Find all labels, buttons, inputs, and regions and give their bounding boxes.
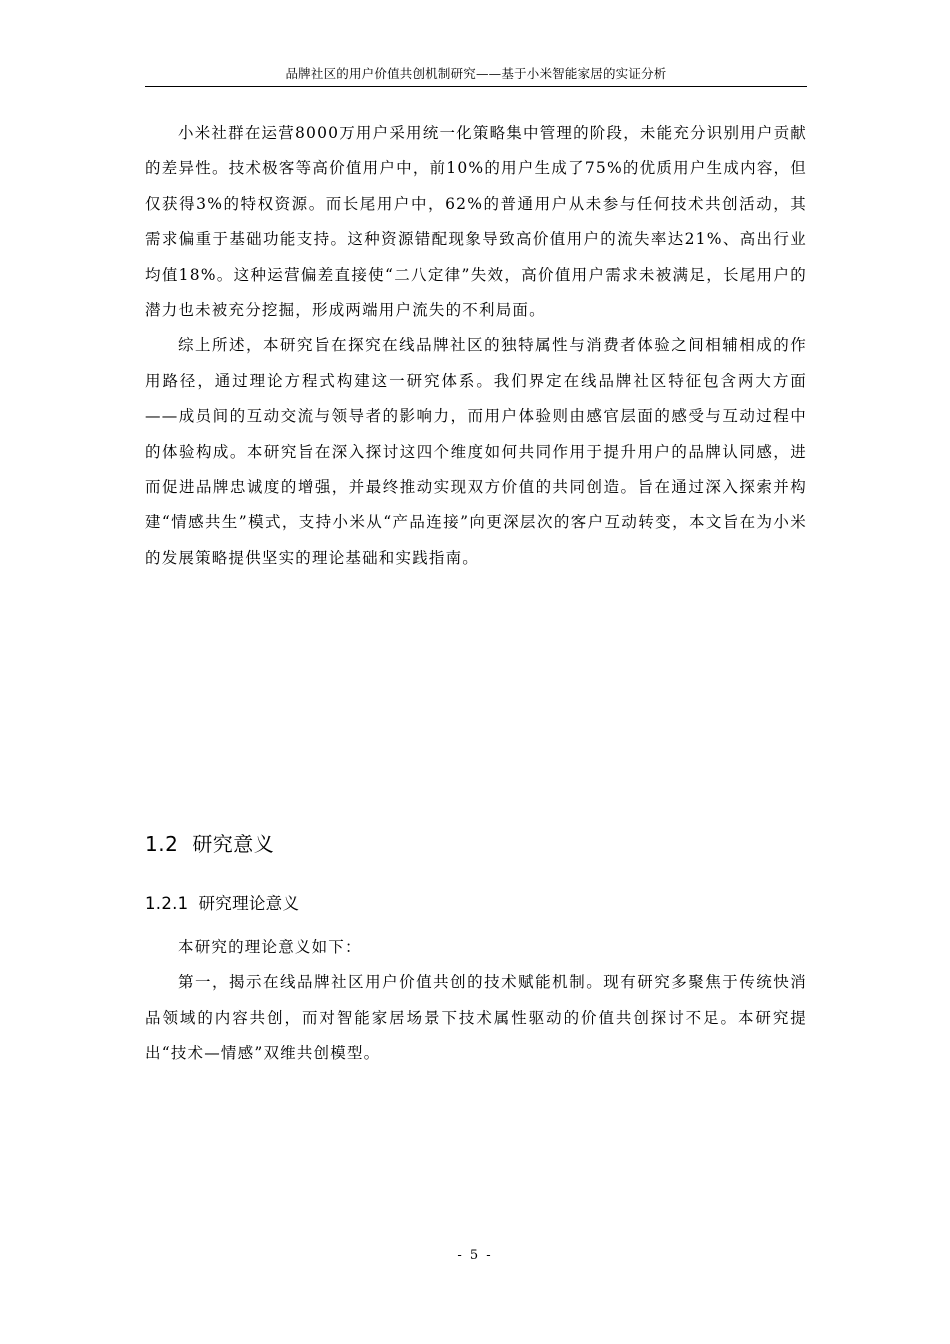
paragraph-user-segmentation: 小米社群在运营8000万用户采用统一化策略集中管理的阶段，未能充分识别用户贡献的差异性。技术极客等高价值用户中，前10%的用户生成了75%的优质用户生成内容，但仅获得3%的特权资源。而长尾用户中，62%的普通用户从未参与任何技术共创活动，其需求偏重于基础功能支持。这种资源错配现象导致高价值用户的流失率达21%、高出行业均值18%。这种运营偏差直接使“二八定律”失效，高价值用户需求未被满足，长尾用户的潜力也未被充分挖掘，形成两端用户流失的不利局面。	[145, 124, 807, 320]
section-number: 1.2	[145, 832, 179, 856]
subsection-number: 1.2.1	[145, 894, 189, 913]
theory-body	[145, 930, 807, 1072]
intro-body	[145, 116, 807, 576]
paragraph-summary: 综上所述，本研究旨在探究在线品牌社区的独特属性与消费者体验之间相辅相成的作用路径，通过理论方程式构建这一研究体系。我们界定在线品牌社区特征包含两大方面——成员间的互动交流与领导者的影响力，而用户体验则由感官层面的感受与互动过程中的体验构成。本研究旨在深入探讨这四个维度如何共同作用于提升用户的品牌认同感，进而促进品牌忠诚度的增强，并最终推动实现双方价值的共同创造。旨在通过深入探索并构建“情感共生”模式，支持小米从“产品连接”向更深层次的客户互动转变，本文旨在为小米的发展策略提供坚实的理论基础和实践指南。	[145, 336, 807, 567]
section-title: 研究意义	[192, 832, 275, 856]
section-heading-1-2	[145, 828, 274, 860]
subsection-title: 研究理论意义	[198, 894, 300, 913]
running-header: 品牌社区的用户价值共创机制研究——基于小米智能家居的实证分析	[285, 66, 667, 81]
subsection-heading-1-2-1	[145, 890, 299, 918]
page-number: - 5 -	[457, 1248, 493, 1263]
paragraph-theory-first: 第一，揭示在线品牌社区用户价值共创的技术赋能机制。现有研究多聚焦于传统快消品领域的内容共创，而对智能家居场景下技术属性驱动的价值共创探讨不足。本研究提出“技术—情感”双维共创模型。	[145, 973, 807, 1063]
header-rule	[145, 86, 807, 87]
paragraph-theory-intro: 本研究的理论意义如下：	[178, 938, 362, 956]
